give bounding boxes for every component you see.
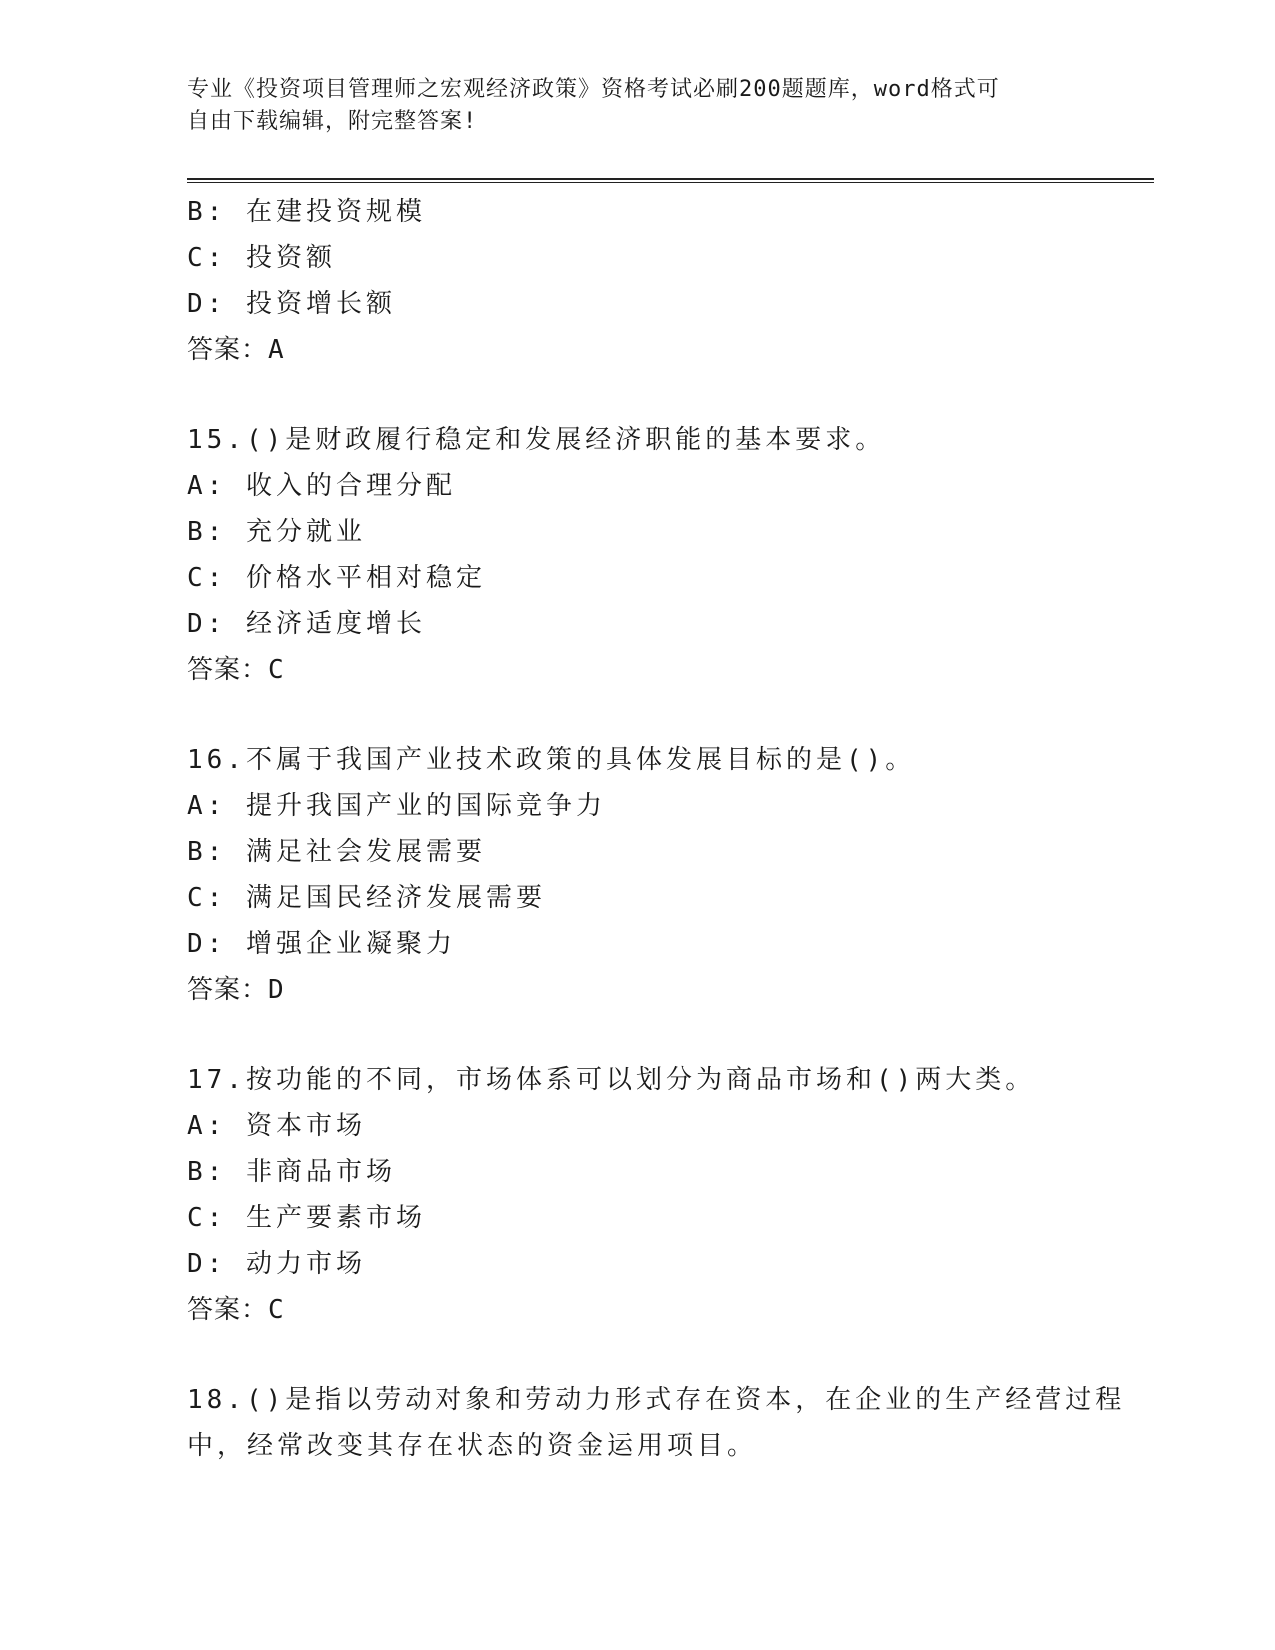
spacer [187, 693, 1087, 737]
option-d: D: 增强企业凝聚力 [187, 929, 456, 959]
question-17 [187, 1057, 1087, 1333]
question-18 [187, 1377, 1126, 1469]
question-stem-line2: 中，经常改变其存在状态的资金运用项目。 [187, 1431, 758, 1461]
option-c: C: 价格水平相对稳定 [187, 563, 486, 593]
header-title-line2: 自由下载编辑，附完整答案! [187, 109, 478, 134]
question-16 [187, 737, 1087, 1013]
option-d: D: 动力市场 [187, 1249, 366, 1279]
question-stem: 16.不属于我国产业技术政策的具体发展目标的是()。 [187, 745, 916, 775]
question-list [187, 189, 1126, 1469]
answer: 答案：D [187, 975, 285, 1005]
question-stem: 15.()是财政履行稳定和发展经济职能的基本要求。 [187, 425, 886, 455]
spacer [187, 1333, 1087, 1377]
question-stem: 17.按功能的不同，市场体系可以划分为商品市场和()两大类。 [187, 1065, 1036, 1095]
option-c: C: 满足国民经济发展需要 [187, 883, 546, 913]
spacer [187, 373, 1087, 417]
question-14 [187, 189, 1087, 373]
option-d: D: 投资增长额 [187, 289, 396, 319]
question-stem-line1: 18.()是指以劳动对象和劳动力形式存在资本，在企业的生产经营过程 [187, 1385, 1126, 1415]
option-a: A: 资本市场 [187, 1111, 366, 1141]
answer: 答案：C [187, 1295, 285, 1325]
option-d: D: 经济适度增长 [187, 609, 426, 639]
option-c: C: 投资额 [187, 243, 336, 273]
option-b: B: 非商品市场 [187, 1157, 396, 1187]
header-title-line1: 专业《投资项目管理师之宏观经济政策》资格考试必刷200题题库，word格式可 [187, 77, 1000, 102]
answer: 答案：C [187, 655, 285, 685]
header-divider [187, 178, 1154, 183]
question-15 [187, 417, 1087, 693]
answer: 答案：A [187, 335, 285, 365]
document-header [187, 74, 1067, 138]
option-a: A: 收入的合理分配 [187, 471, 456, 501]
option-b: B: 在建投资规模 [187, 197, 426, 227]
option-b: B: 充分就业 [187, 517, 366, 547]
spacer [187, 1013, 1087, 1057]
option-a: A: 提升我国产业的国际竞争力 [187, 791, 606, 821]
option-c: C: 生产要素市场 [187, 1203, 426, 1233]
option-b: B: 满足社会发展需要 [187, 837, 486, 867]
